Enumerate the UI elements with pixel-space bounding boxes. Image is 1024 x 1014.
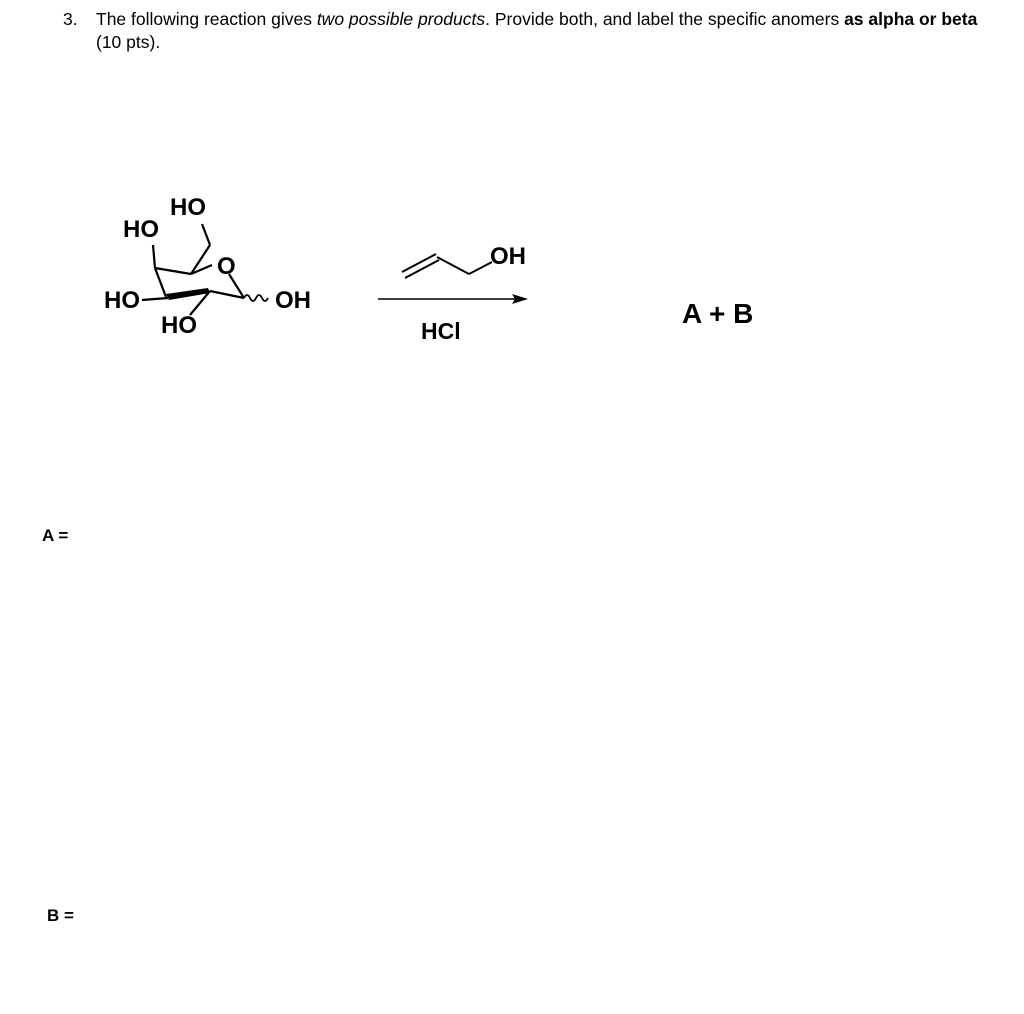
- label-oh-anomeric: OH: [275, 287, 311, 314]
- bond-c4-c3: [155, 268, 166, 297]
- products-label: A + B: [682, 298, 754, 329]
- question-text-part-1: The following reaction gives: [96, 9, 317, 29]
- bond-allyl-double-2: [405, 260, 439, 278]
- label-ring-oxygen: O: [217, 253, 236, 280]
- question-number: 3.: [63, 9, 78, 29]
- reactant-sugar-structure: [104, 194, 311, 339]
- bond-c3-oh: [142, 298, 168, 300]
- answer-a-label: A =: [42, 526, 69, 545]
- question-text-bold: as alpha or beta: [844, 9, 978, 29]
- label-ho-left: HO: [104, 287, 140, 314]
- reaction-arrow: [378, 294, 528, 304]
- bond-ch2-oh: [202, 224, 210, 245]
- catalyst-label: HCl: [421, 318, 461, 344]
- allyl-alcohol-structure: [402, 243, 526, 278]
- label-allyl-oh: OH: [490, 243, 526, 270]
- question-text-italic: two possible products: [316, 9, 486, 29]
- bond-c2-c1: [210, 291, 244, 298]
- bond-allyl-single-1: [437, 257, 469, 274]
- bond-c4-c5: [155, 268, 191, 274]
- bond-allyl-single-2: [469, 262, 492, 274]
- bond-c4-oh: [153, 245, 155, 268]
- answer-b-label: B =: [47, 906, 74, 925]
- label-ho-top: HO: [170, 194, 206, 221]
- question-text-part-2: . Provide both, and label the specific anomers: [485, 9, 845, 29]
- label-ho-upper-left: HO: [123, 216, 159, 243]
- question-text-part-3: (10 pts).: [96, 32, 161, 52]
- label-ho-bottom: HO: [161, 312, 197, 339]
- wavy-anomeric-bond: [244, 295, 268, 301]
- bond-allyl-double-1: [402, 254, 436, 272]
